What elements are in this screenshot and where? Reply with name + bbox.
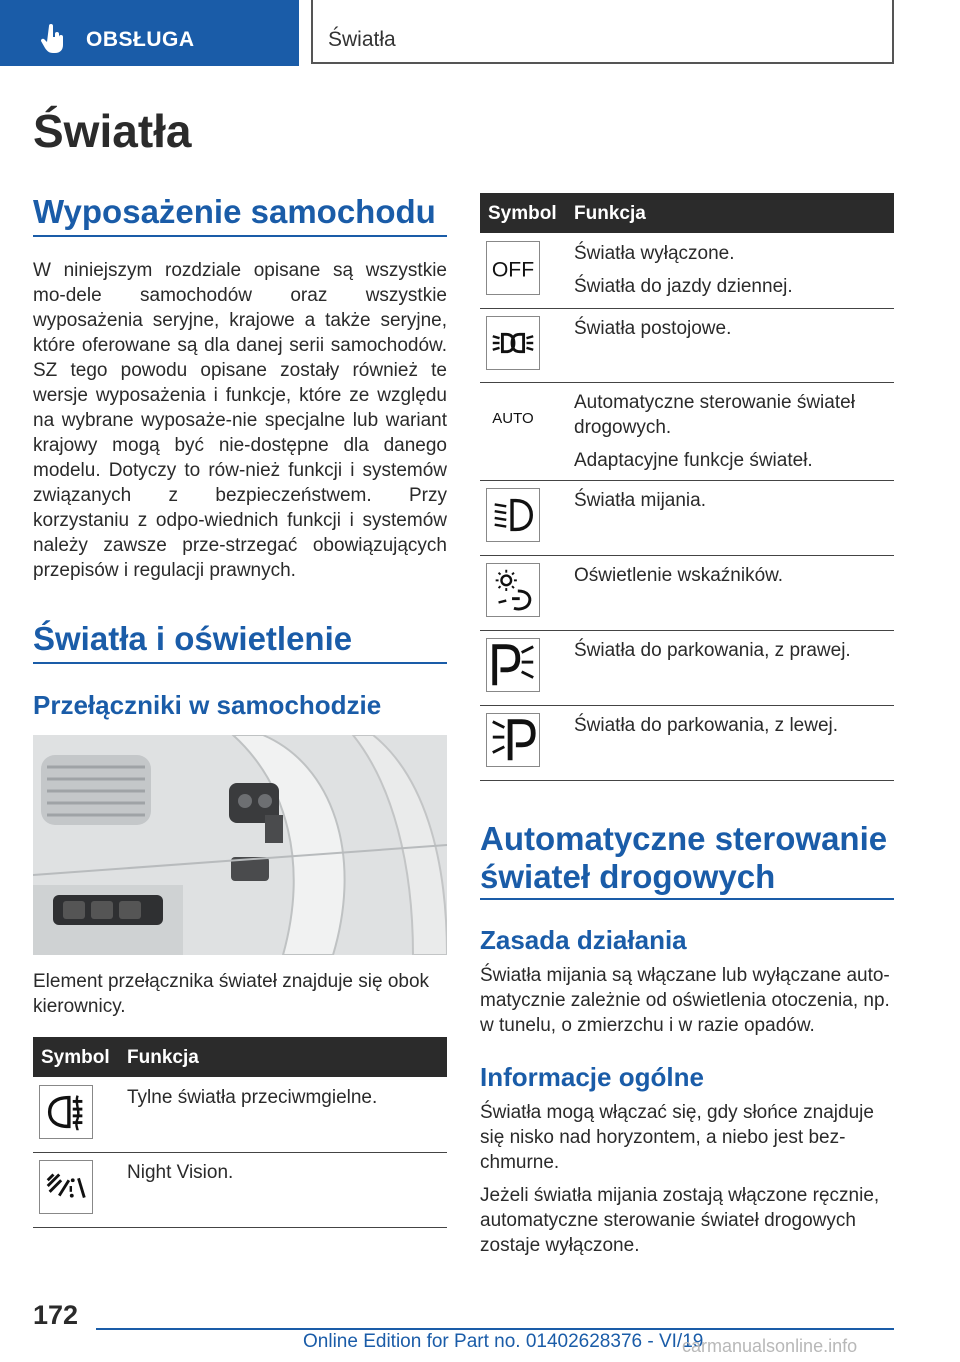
section-tab[interactable] — [0, 0, 299, 66]
heading-switches: Przełączniki w samochodzie — [33, 690, 382, 720]
table-row — [480, 382, 894, 481]
parking-right-icon — [486, 638, 540, 692]
rear-fog-light-icon — [39, 1085, 93, 1139]
switch-photo — [33, 735, 447, 955]
hand-pointer-icon — [40, 24, 66, 54]
general-paragraph-1: Światła mogą włączać się, gdy słońce znajduje się nisko nad horyzontem, a niebo jest bez-chmurne. — [480, 1102, 874, 1173]
function-text — [574, 563, 894, 596]
table-row — [480, 233, 894, 309]
function-text — [574, 713, 894, 746]
table-row — [480, 555, 894, 631]
function-line: Światła do jazdy dziennej. — [574, 276, 793, 297]
heading-lights: Światła i oświetlenie — [33, 620, 447, 664]
table-row — [33, 1077, 447, 1153]
auto-icon — [486, 390, 540, 444]
watermark: carmanualsonline.info — [682, 1336, 858, 1356]
table-header — [480, 193, 894, 233]
col-function: Funkcja — [574, 203, 646, 224]
function-text: Night Vision. — [127, 1162, 234, 1183]
heading-general: Informacje ogólne — [480, 1062, 704, 1092]
equipment-paragraph: W niniejszym rozdziale opisane są wszystkie mo-dele samochodów oraz wszystkie wyposażenia seryjne, krajowe a także seryjne, które oferowane są dla danej serii samochodów. SZ tego powodu opisane zostały również te wersje wyposażenia i funkcje, które ze względu na wybrane wyposaże-nie specjalne lub wariant krajowy mogą być nie-dostępne dla danego modelu. Dotyczy to rów-nież funkcji i systemów związanych z bezpieczeństwem. Przy korzystaniu z odpo-wiednich funkcji i systemów należy zawsze prze-strzegać obowiązujących przepisów i regulacji prawnych. — [33, 260, 447, 581]
function-text — [574, 390, 894, 481]
parking-lights-icon — [486, 316, 540, 370]
auto-symbol-text: AUTO — [492, 410, 534, 427]
heading-equipment: Wyposażenie samochodu — [33, 193, 447, 237]
general-paragraph-2: Jeżeli światła mijania zostają włączone ręcznie, automatyczne sterowanie świateł drogowych zostaje wyłączone. — [480, 1185, 880, 1256]
function-line: Światła do parkowania, z prawej. — [574, 640, 851, 661]
function-text — [574, 488, 894, 521]
right-symbol-table — [480, 193, 894, 783]
table-row — [480, 705, 894, 781]
parking-left-icon — [486, 713, 540, 767]
heading-principle: Zasada działania — [480, 925, 687, 955]
chapter-title: Światła — [328, 28, 396, 51]
left-symbol-table — [33, 1037, 447, 1229]
section-label: OBSŁUGA — [86, 28, 195, 51]
dashboard-illustration — [33, 735, 447, 955]
col-symbol: Symbol — [41, 1047, 110, 1068]
table-row — [480, 480, 894, 556]
heading-auto-high-beam: Automatyczne sterowanie świateł drogowych — [480, 820, 894, 900]
function-line: Światła mijania. — [574, 490, 706, 511]
function-line: Automatyczne sterowanie świateł drogowych. — [574, 392, 855, 438]
table-header — [33, 1037, 447, 1077]
night-vision-icon — [39, 1160, 93, 1214]
function-line: Światła do parkowania, z lewej. — [574, 715, 839, 736]
function-text — [574, 316, 894, 349]
col-symbol: Symbol — [488, 203, 557, 224]
page-title: Światła — [33, 105, 192, 157]
table-row — [480, 630, 894, 706]
photo-caption: Element przełącznika świateł znajduje się obok kierownicy. — [33, 971, 430, 1017]
off-icon — [486, 241, 540, 295]
footer-divider — [96, 1328, 894, 1330]
col-function: Funkcja — [127, 1047, 199, 1068]
edition-text: Online Edition for Part no. 01402628376 - VI/19 — [303, 1331, 704, 1352]
function-text: Tylne światła przeciwmgielne. — [127, 1087, 378, 1108]
function-line: Adaptacyjne funkcje świateł. — [574, 450, 813, 471]
off-symbol-text: OFF — [491, 258, 535, 282]
function-line: Oświetlenie wskaźników. — [574, 565, 784, 586]
function-line: Światła wyłączone. — [574, 243, 735, 264]
function-line: Światła postojowe. — [574, 318, 732, 339]
chapter-header — [311, 0, 894, 64]
low-beam-icon — [486, 488, 540, 542]
function-text — [574, 638, 894, 671]
table-row — [33, 1152, 447, 1228]
instrument-lighting-icon — [486, 563, 540, 617]
principle-paragraph: Światła mijania są włączane lub wyłączane auto-matycznie zależnie od oświetlenia otoczenia, np. w tunelu, o zmierzchu i w razie opadów. — [480, 965, 890, 1036]
table-row — [480, 308, 894, 383]
function-text — [574, 241, 894, 307]
page-number: 172 — [33, 1300, 79, 1330]
